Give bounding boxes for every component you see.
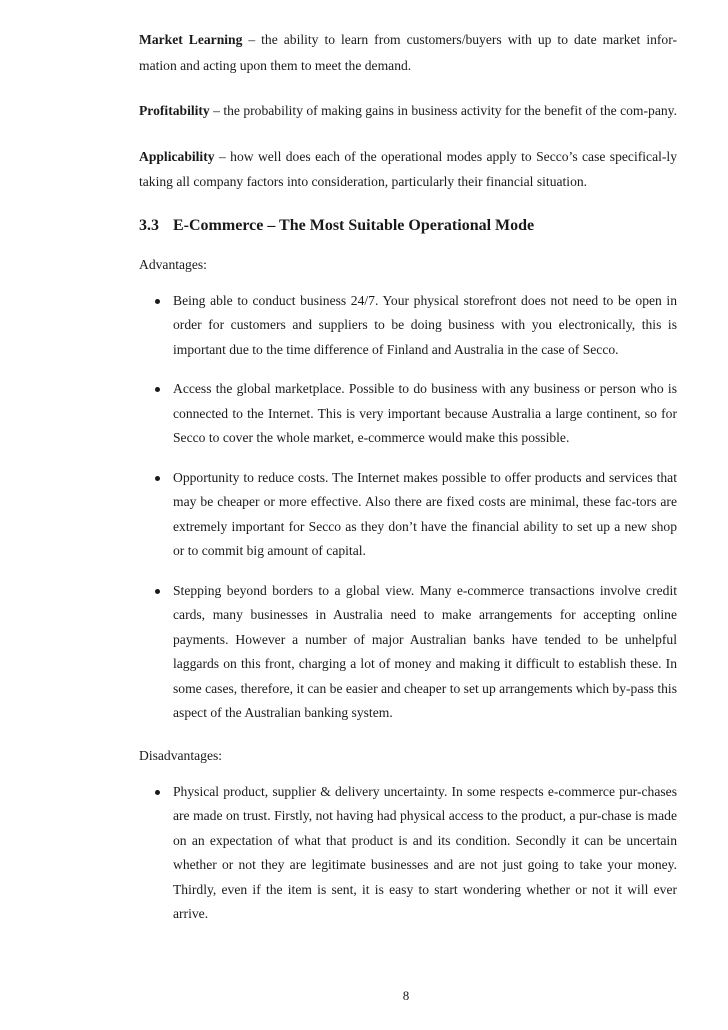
list-item-text: Being able to conduct business 24/7. Your physical storefront does not need to be open in order for customers and suppliers to be doing business with you electronically, this is important due to the time difference of Finland and Australia in the case of Secco.: [173, 292, 677, 357]
section-title: E-Commerce – The Most Suitable Operational Mode: [173, 216, 535, 234]
list-item-text: Stepping beyond borders to a global view. Many e-commerce transactions involve credit cards, many businesses in Australia need to make arrangements for accepting online payments. However a number of major Australian banks have tended to be unhelpful laggards on this front, charging a lot of money and making it difficult to establish these. In some cases, therefore, it can be easier and cheaper to set up arrangements which by-pass this aspect of the Australian banking system.: [173, 582, 677, 720]
list-item-text: Opportunity to reduce costs. The Internet makes possible to offer products and services that may be cheaper or more effective. Also there are fixed costs are minimal, these fac-tors are extremely important for Secco as they don’t have the financial ability to set up a new shop or to commit big amount of capital.: [173, 469, 677, 558]
bullet-icon: [155, 790, 160, 795]
advantages-list: [139, 289, 677, 726]
bullet-icon: [155, 299, 160, 304]
definition-applicability: [139, 144, 677, 195]
list-item: [139, 780, 677, 927]
section-heading: [139, 215, 677, 237]
advantages-label: Advantages:: [139, 256, 207, 272]
definition-profitability: [139, 98, 677, 124]
disadvantages-list: [139, 780, 677, 927]
definition-term: Profitability: [139, 103, 210, 118]
definition-market-learning: [139, 27, 677, 78]
bullet-icon: [155, 387, 160, 392]
list-item-text: Access the global marketplace. Possible to do business with any business or person who is connected to the Internet. This is very important because Australia a large continent, so for Secco to cover the whole market, e-commerce would make this possible.: [173, 381, 677, 445]
list-item: [139, 466, 677, 564]
list-item-text: Physical product, supplier & delivery uncertainty. In some respects e-commerce pur-chases are made on trust. Firstly, not having had physical access to the product, a pur-chase is made on an expectation of what that product is and its condition. Secondly it can be uncertain whether or not they are legitimate businesses and are not just going to take your money. Thirdly, even if the item is sent, it is easy to start wondering whether or not it will ever arrive.: [173, 783, 677, 921]
definition-term: Market Learning: [139, 32, 243, 47]
definition-text: – the ability to learn from customers/buyers with up to date market infor-mation and acting upon them to meet the demand.: [139, 32, 677, 73]
document-page: [139, 27, 677, 947]
definition-text: – how well does each of the operational modes apply to Secco’s case specifical-ly taking all company factors into consideration, particularly their financial situation.: [139, 148, 677, 189]
disadvantages-label: Disadvantages:: [139, 747, 223, 763]
list-item: [139, 579, 677, 726]
section-number: 3.3: [139, 216, 159, 234]
bullet-icon: [155, 476, 160, 481]
page-number: 8: [402, 988, 410, 1003]
list-item: [139, 377, 677, 451]
definition-term: Applicability: [139, 148, 215, 164]
definition-text: – the probability of making gains in business activity for the benefit of the com-pany.: [209, 103, 677, 118]
list-item: [139, 289, 677, 363]
bullet-icon: [155, 589, 160, 594]
